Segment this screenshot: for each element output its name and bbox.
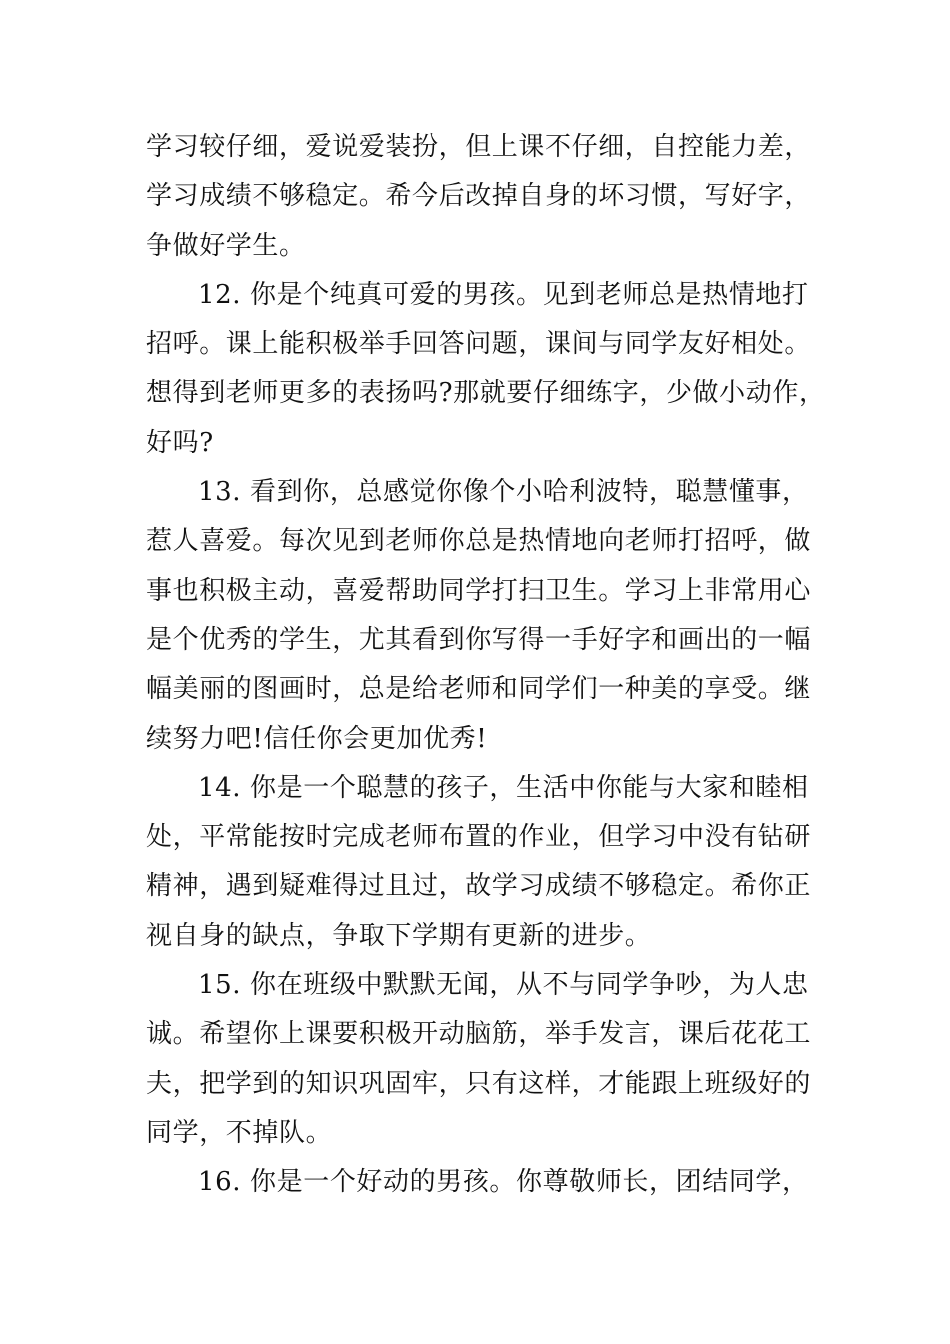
text-line: 15. 你在班级中默默无闻，从不与同学争吵，为人忠 — [198, 970, 809, 1001]
text-line: 招呼。课上能积极举手回答问题，课间与同学友好相处。 — [146, 329, 812, 360]
text-line: 14. 你是一个聪慧的孩子，生活中你能与大家和睦相 — [198, 772, 809, 803]
paragraph-13 — [146, 468, 812, 764]
text-line: 幅美丽的图画时，总是给老师和同学们一种美的享受。继 — [146, 674, 812, 705]
text-line: 精神，遇到疑难得过且过，故学习成绩不够稳定。希你正 — [146, 871, 812, 902]
text-line: 争做好学生。 — [146, 230, 306, 261]
document-body — [146, 123, 826, 1208]
text-line: 处，平常能按时完成老师布置的作业，但学习中没有钻研 — [146, 822, 812, 853]
text-line: 续努力吧!信任你会更加优秀! — [146, 723, 488, 754]
text-line: 事也积极主动，喜爱帮助同学打扫卫生。学习上非常用心 — [146, 575, 812, 606]
text-line: 学习成绩不够稳定。希今后改掉自身的坏习惯，写好字， — [146, 181, 812, 212]
text-line: 16. 你是一个好动的男孩。你尊敬师长，团结同学， — [198, 1167, 809, 1198]
text-line: 12. 你是个纯真可爱的男孩。见到老师总是热情地打 — [198, 279, 809, 310]
text-line: 是个优秀的学生，尤其看到你写得一手好字和画出的一幅 — [146, 624, 812, 655]
paragraph-11-continued — [146, 123, 812, 271]
paragraph-12 — [146, 271, 826, 468]
text-line: 好吗? — [146, 427, 214, 458]
paragraph-16 — [146, 1158, 808, 1207]
text-line: 同学，不掉队。 — [146, 1117, 333, 1148]
paragraph-14 — [146, 764, 812, 961]
text-line: 诚。希望你上课要积极开动脑筋，举手发言，课后花花工 — [146, 1019, 812, 1050]
paragraph-15 — [146, 961, 812, 1158]
text-line: 想得到老师更多的表扬吗?那就要仔细练字，少做小动作， — [146, 378, 826, 409]
text-line: 夫，把学到的知识巩固牢，只有这样，才能跟上班级好的 — [146, 1068, 812, 1099]
text-line: 惹人喜爱。每次见到老师你总是热情地向老师打招呼，做 — [146, 526, 812, 557]
text-line: 13. 看到你，总感觉你像个小哈利波特，聪慧懂事， — [198, 477, 809, 508]
text-line: 视自身的缺点，争取下学期有更新的进步。 — [146, 920, 652, 951]
text-line: 学习较仔细，爱说爱装扮，但上课不仔细，自控能力差， — [146, 132, 812, 162]
